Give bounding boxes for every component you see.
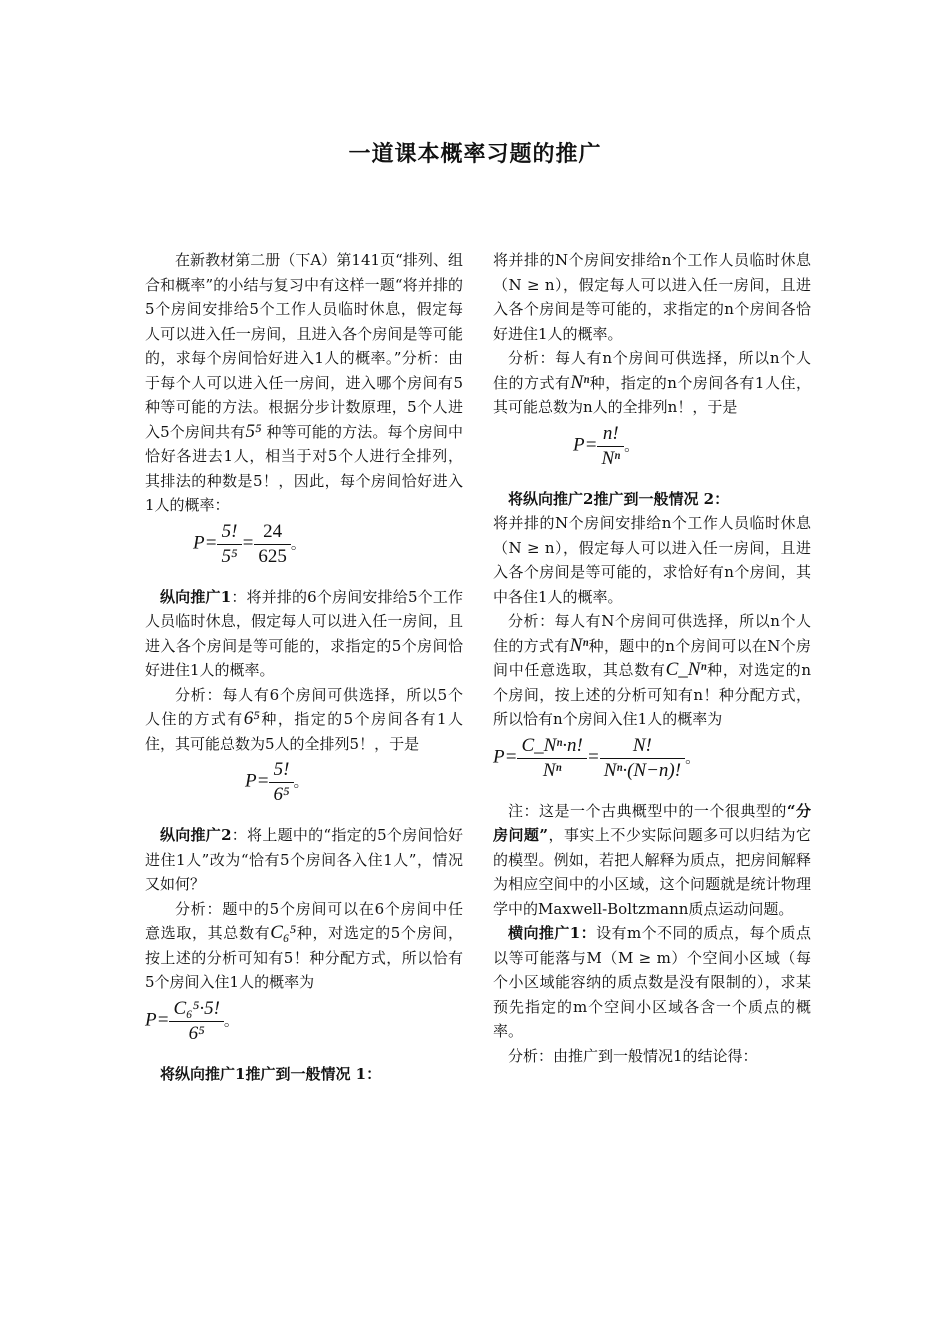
right-column — [493, 248, 811, 1068]
analysis-lateral-1: 分析：由推广到一般情况1的结论得： — [508, 1046, 758, 1065]
analysis-1: 分析：每人有6个房间可供选择，所以5个人住的方式有6⁵种，指定的5个房间各有1人住，其可能总数为5人的全排列5！，于是 — [145, 685, 463, 753]
general-2-text: 将并排的N个房间安排给n个工作人员临时休息（N ≥ n），假定每人可以进入任一房间，且进入各个房间是等可能的，求恰好有n个房间，其中各住1人的概率。 — [493, 514, 811, 606]
intro-paragraph: 在新教材第二册（下A）第141页“排列、组合和概率”的小结与复习中有这样一题“将并排的5个房间安排给5个工作人员临时休息，假定每人可以进入任一房间，且进入各个房间是等可能的，求每个房间恰好进入1人的概率。”分析：由于每个人可以进入任一房间，进入哪个房间有5种等可能的方法。根据分步计数原理，5个人进入5个房间共有5⁵ 种等可能的方法。每个房间中恰好各进去1人，相当于对5个人进行全排列，其排法的种数是5！，因此，每个房间恰好进入1人的概率： — [145, 251, 463, 514]
page-title: 一道课本概率习题的推广 — [348, 141, 602, 167]
left-column — [145, 248, 463, 1086]
formula-5: P= $\frac{\text{C\_Nⁿ·n!}}{\text{Nⁿ}}$ = $\frac{N!}{\text{Nⁿ·(N−n)!}}$ 。 — [493, 734, 701, 781]
extension-1: 纵向推广1：将并排的6个房间安排给5个工作人员临时休息，假定每人可以进入任一房间，且进入各个房间是等可能的，求指定的5个房间恰好进住1人的概率。 — [145, 587, 464, 679]
lateral-extension-1: 横向推广1：设有m个不同的质点，每个质点以等可能落与M（M ≥ m）个空间小区域（每个小区域能容纳的质点数是没有限制的），求某预先指定的m个空间小区域各含一个质点的概率。 — [493, 924, 811, 1040]
formula-1: P= $\frac{5!}{\text{5⁵}}$ = $\frac{24}{625}$ 。 — [193, 520, 306, 567]
extension-2: 纵向推广2：将上题中的“指定的5个房间恰好进住1人”改为“恰有5个房间各入住1人”，情况又如何？ — [145, 826, 464, 893]
analysis-general-2: 分析：每人有N个房间可供选择，所以n个人住的方式有Nⁿ种，题中的n个房间可以在N个房间中任意选取，其总数有C_Nⁿ种，对选定的n个房间，按上述的分析可知有n！种分配方式，所以恰有n个房间入住1人的概率为 — [493, 612, 811, 728]
formula-2: P= $\frac{5!}{\text{6⁵}}$ 。 — [245, 759, 309, 805]
analysis-2: 分析：题中的5个房间可以在6个房间中任意选取，其总数有C₆⁵种，对选定的5个房间，按上述的分析可知有5！种分配方式，所以恰有5个房间入住1人的概率为 — [145, 899, 463, 991]
heading-extension-1: 纵向推广1 — [160, 587, 232, 606]
heading-general-2: 将纵向推广2推广到一般情况 2： — [508, 489, 730, 508]
general-1-text: 将并排的N个房间安排给n个工作人员临时休息（N ≥ n），假定每人可以进入任一房间，且进入各个房间是等可能的，求指定的n个房间各恰好进住1人的概率。 — [493, 251, 811, 343]
formula-3: P= $\frac{\text{C₆⁵·5!}}{\text{6⁵}}$ 。 — [145, 997, 239, 1044]
heading-general-1: 将纵向推广1推广到一般情况 1： — [160, 1064, 382, 1083]
power-expression: 5⁵ — [245, 420, 262, 442]
heading-lateral-1: 横向推广1： — [508, 924, 597, 942]
heading-extension-2: 纵向推广2 — [160, 826, 232, 844]
formula-4: P= $\frac{n!}{\text{Nⁿ}}$ 。 — [573, 422, 640, 469]
note-paragraph: 注：这是一个古典概型中的一个很典型的“分房问题”，事实上不少实际问题多可以归结为它的模型。例如，若把人解释为质点，把房间解释为相应空间中的小区域，这个问题就是统计物理学中的Maxwell-Boltzmann质点运动问题。 — [493, 801, 811, 918]
analysis-general-1: 分析：每人有n个房间可供选择，所以n个人住的方式有Nⁿ种，指定的n个房间各有1人住，其可能总数为n人的全排列n！，于是 — [493, 349, 811, 416]
